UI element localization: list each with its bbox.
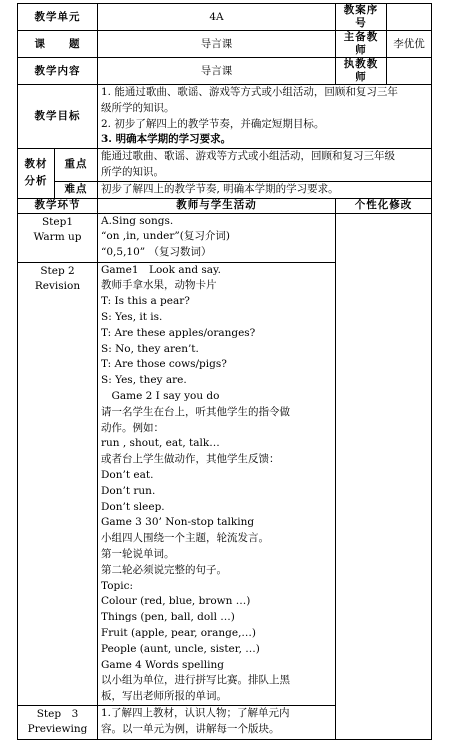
activity-line: Fruit (apple, pear, orange,…): [101, 626, 256, 639]
objective-line: 1. 能通过歌曲、歌谣、游戏等方式或小组活动，回顾和复习三年: [101, 86, 398, 98]
activity-line: Game 3 30’ Non-stop talking: [101, 516, 255, 529]
analysis-label: [18, 149, 55, 198]
step-3-title: Step 3: [36, 707, 79, 720]
activity-line: S: Yes, they are.: [101, 374, 187, 387]
row-unit: [18, 4, 432, 31]
plan-no-label: 教案序号: [336, 4, 387, 31]
row-content: [18, 58, 432, 85]
exec-teacher-value: [387, 58, 432, 85]
row-key-point: [18, 149, 432, 182]
key-point-line: 能通过歌曲、歌谣、游戏等方式或小组活动，回顾和复习三年级: [101, 150, 395, 163]
exec-teacher-label: 执教教师: [336, 58, 387, 85]
row-topic: [18, 31, 432, 58]
difficult-point-text: [98, 181, 432, 198]
activity-line: Topic:: [101, 579, 134, 592]
activity-line: Don’t sleep.: [101, 500, 165, 513]
activity-line: T: Are those cows/pigs?: [101, 358, 227, 371]
activity-line: 请一名学生在台上，听其他学生的指令做: [101, 405, 290, 418]
row-process-header: [18, 198, 432, 213]
activity-line: 容。以一单元为例，讲解每一个版块。: [101, 722, 280, 735]
row-objectives: [18, 85, 432, 149]
personal-column-header: 个性化修改: [336, 198, 432, 213]
step-1-name: [18, 213, 98, 262]
lesson-plan-table: [17, 3, 432, 740]
step-3-activity: [98, 705, 336, 739]
difficult-point-label: 难点: [55, 181, 98, 198]
objective-line: 3. 明确本学期的学习要求。: [101, 133, 232, 146]
activity-line: “0,5,10” （复习数词）: [101, 246, 212, 259]
step-column-header: 教学环节: [18, 198, 98, 213]
activity-column-header: 教师与学生活动: [98, 198, 336, 213]
step-3-subtitle: Previewing: [27, 722, 88, 735]
activity-line: 教师手拿水果，动物卡片: [101, 279, 217, 292]
activity-line: 第二轮必须说完整的句子。: [101, 563, 227, 576]
activity-line: T: Is this a pear?: [101, 295, 190, 308]
activity-line: Don’t eat.: [101, 468, 154, 481]
activity-line: Game1 Look and say.: [101, 263, 221, 276]
topic-value: 导言课: [98, 31, 336, 58]
activity-line: 1.了解四上教材，认识人物；了解单元内: [101, 706, 290, 719]
key-point-label: 重点: [55, 149, 98, 182]
personal-notes-cell: [336, 213, 432, 739]
topic-label: 课 题: [18, 31, 98, 58]
activity-line: 板，写出老师所报的单词。: [101, 690, 227, 703]
activity-line: Don’t run.: [101, 484, 156, 497]
objective-line: 2. 初步了解四上的教学节奏，并确定短期目标。: [101, 117, 325, 130]
activity-line: “on ,in, under”(复习介词): [101, 230, 230, 243]
analysis-label-line1: 教材: [24, 158, 48, 171]
objectives-text: [98, 85, 432, 149]
objective-line: 级所学的知识。: [101, 101, 175, 114]
step-2-name: [18, 262, 98, 705]
step-1-activity: [98, 213, 336, 262]
activity-line: People (aunt, uncle, sister, …): [101, 642, 260, 655]
activity-line: Things (pen, ball, doll …): [101, 611, 235, 624]
key-point-text: [98, 149, 432, 182]
analysis-label-line2: 分析: [24, 175, 48, 188]
activity-line: A.Sing songs.: [101, 214, 174, 227]
activity-line: 或者台上学生做动作，其他学生反馈：: [101, 453, 280, 466]
step-3-name: [18, 705, 98, 739]
unit-value: 4A: [98, 4, 336, 31]
activity-line: 以小组为单位，进行拼写比赛。排队上黑: [101, 674, 290, 687]
step-2-title: Step 2: [40, 264, 75, 277]
content-label: 教学内容: [18, 58, 98, 85]
key-point-line: 所学的知识。: [101, 165, 164, 178]
activity-line: 第一轮说单词。: [101, 547, 175, 560]
step-2-activity: [98, 262, 336, 705]
activity-line: 动作。例如：: [101, 421, 164, 434]
content-value: 导言课: [98, 58, 336, 85]
activity-line: run , shout, eat, talk…: [101, 437, 220, 450]
activity-line: Colour (red, blue, brown …): [101, 595, 251, 608]
lead-teacher-value: 李优优: [387, 31, 432, 58]
activity-line: Game 2 I say you do: [101, 389, 220, 402]
objectives-label: 教学目标: [18, 85, 98, 149]
step-2-subtitle: Revision: [34, 279, 81, 292]
activity-line: S: No, they aren’t.: [101, 342, 199, 355]
activity-line: T: Are these apples/oranges?: [101, 326, 256, 339]
plan-no-value: [387, 4, 432, 31]
unit-label: 教学单元: [18, 4, 98, 31]
step-1-title: Step1: [41, 215, 74, 228]
step-1-subtitle: Warm up: [33, 230, 82, 243]
difficult-point-line: 初步了解四上的教学节奏, 明确本学期的学习要求。: [101, 182, 339, 195]
lead-teacher-label: 主备教师: [336, 31, 387, 58]
activity-line: Game 4 Words spelling: [101, 658, 224, 671]
lesson-plan-document: [17, 3, 431, 740]
row-difficult-point: [18, 181, 432, 198]
row-step-1: [18, 213, 432, 262]
activity-line: S: Yes, it is.: [101, 310, 163, 323]
activity-line: 小组四人围绕一个主题，轮流发言。: [101, 532, 269, 545]
